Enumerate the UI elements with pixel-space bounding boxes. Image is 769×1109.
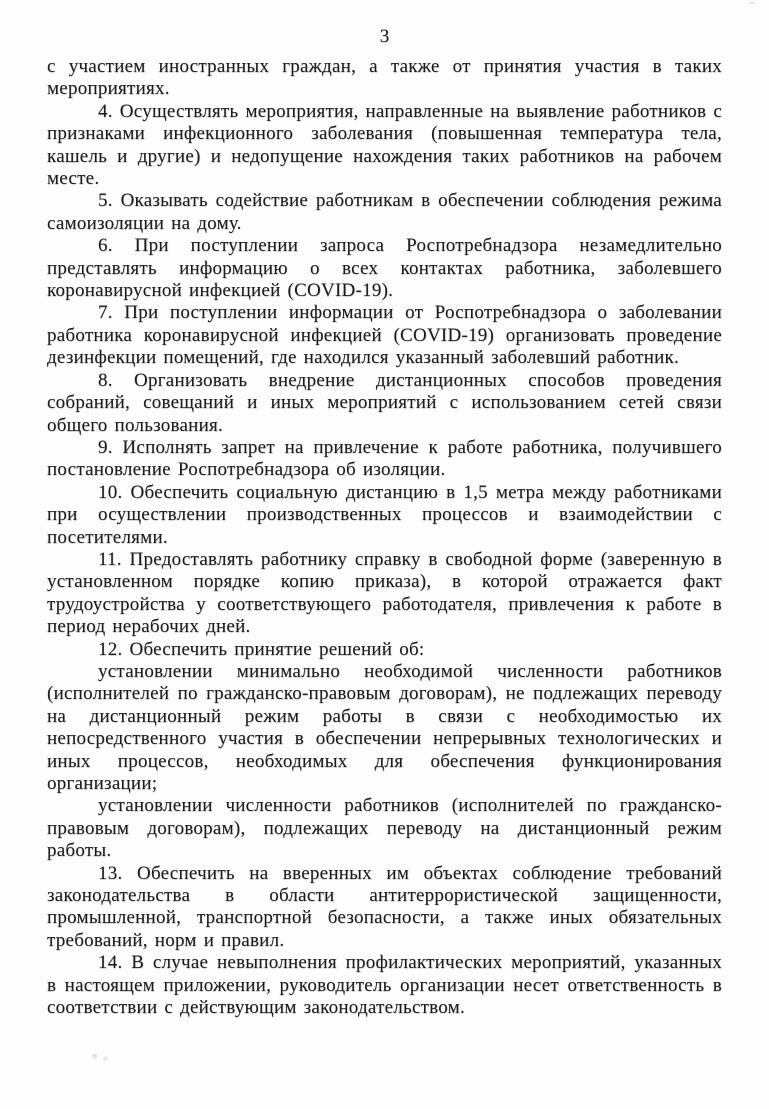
paragraph: с участием иностранных граждан, а также от принятия участия в таких мероприятиях.: [47, 56, 722, 100]
paragraph: 4. Осуществлять мероприятия, направленные на выявление работников с признаками инфекционного заболевания (повышенная температура тела, кашель и другие) и недопущение нахождения таких работников на рабочем месте.: [47, 100, 722, 190]
page-number: 3: [379, 26, 390, 47]
paragraph: установлении минимально необходимой численности работников (исполнителей по гражданско-правовым договорам), не подлежащих переводу на дистанционный режим работы в связи с необходимостью их непосредственного участия в обеспечении непрерывных технологических и иных процессов, необходимых для обеспечения функционирования организации;: [47, 660, 722, 794]
paragraph: установлении численности работников (исполнителей по гражданско-правовым договорам), подлежащих переводу на дистанционный режим работы.: [47, 795, 722, 862]
paragraph: 10. Обеспечить социальную дистанцию в 1,5 метра между работниками при осуществлении производственных процессов и взаимодействии с посетителями.: [47, 481, 722, 548]
paragraph: 6. При поступлении запроса Роспотребнадзора незамедлительно представлять информацию о всех контактах работника, заболевшего коронавирусной инфекцией (COVID-19).: [47, 235, 722, 302]
paragraph: 12. Обеспечить принятие решений об:: [98, 638, 425, 660]
paragraph: 5. Оказывать содействие работникам в обеспечении соблюдения режима самоизоляции на дому.: [47, 190, 722, 234]
paragraph: 14. В случае невыполнения профилактических мероприятий, указанных в настоящем приложении, руководитель организации несет ответственность в соответствии с действующим законодательством.: [47, 952, 722, 1019]
paragraph: 13. Обеспечить на вверенных им объектах соблюдение требований законодательства в области антитеррористической защищенности, промышленной, транспортной безопасности, а также иных обязательных требований, норм и правил.: [47, 862, 722, 951]
paragraph: 9. Исполнять запрет на привлечение к работе работника, получившего постановление Роспотребнадзора об изоляции.: [47, 436, 722, 481]
document-body: [0, 56, 769, 1019]
paragraph: 8. Организовать внедрение дистанционных способов проведения собраний, совещаний и иных мероприятий с использованием сетей связи общего пользования.: [47, 369, 722, 436]
paragraph: 11. Предоставлять работнику справку в свободной форме (заверенную в установленном порядке копию приказа), в которой отражается факт трудоустройства у соответствующего работодателя, привлечения к работе в период нерабочих дней.: [47, 548, 722, 638]
paragraph: 7. При поступлении информации от Роспотребнадзора о заболевании работника коронавирусной инфекцией (COVID-19) организовать проведение дезинфекции помещений, где находился указанный заболевший работник.: [47, 302, 722, 369]
